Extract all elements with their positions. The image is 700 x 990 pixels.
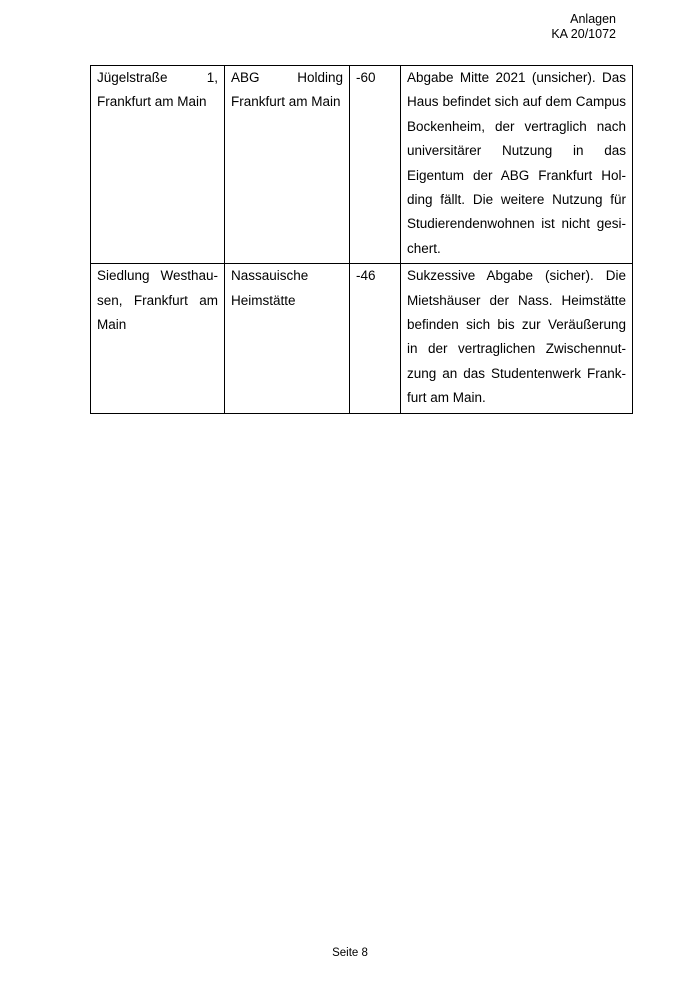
header-attachments-label: Anlagen (570, 12, 616, 26)
note-cell: Abgabe Mitte 2021 (unsicher). Das Haus befindet sich auf dem Campus Bockenheim, der vertraglich nach universitärer Nutzung in das Eigentum der ABG Frankfurt Holding fällt. Die weitere Nutzung für Studierendenwohnen ist nicht gesichert. (401, 66, 633, 264)
owner-cell: Nassauische Heimstätte (225, 264, 350, 413)
table-row (91, 66, 633, 264)
page-header (551, 12, 616, 42)
location-cell: Jügelstraße 1, Frankfurt am Main (91, 66, 225, 264)
header-reference-number: KA 20/1072 (551, 27, 616, 41)
student-housing-table (90, 65, 633, 414)
unit-change-cell: -60 (350, 66, 401, 264)
note-cell: Sukzessive Abgabe (sicher). Die Mietshäuser der Nass. Heimstätte befinden sich bis zur Veräußerung in der vertraglichen Zwischennutzung an das Studentenwerk Frankfurt am Main. (401, 264, 633, 413)
location-cell: Siedlung Westhausen, Frankfurt am Main (91, 264, 225, 413)
owner-cell: ABG Holding Frankfurt am Main (225, 66, 350, 264)
page-number: Seite 8 (332, 947, 368, 959)
table-row (91, 264, 633, 413)
unit-change-cell: -46 (350, 264, 401, 413)
